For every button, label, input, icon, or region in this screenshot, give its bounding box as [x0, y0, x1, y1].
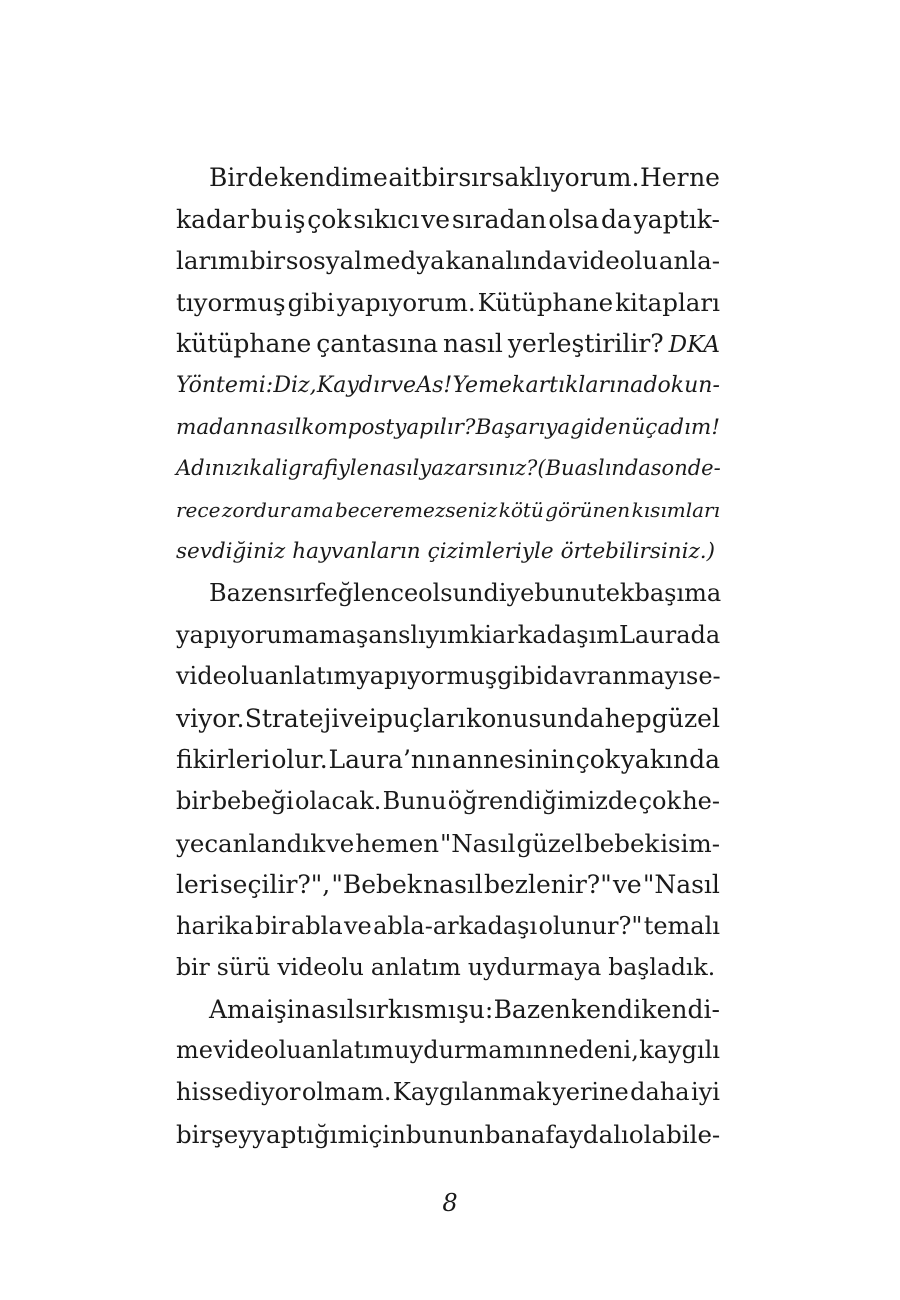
- text-line: Bazen sırf eğlence olsun diye bunu tek başıma: [209, 578, 722, 607]
- text-line: tıyormuş gibi yapıyorum. Kütüphane kitapları: [176, 287, 720, 317]
- text-line: leri seçilir?", "Bebek nasıl bezlenir?" ve "Nasıl: [176, 870, 720, 900]
- text-line: Bir de kendime ait bir sır saklıyorum. Her ne: [209, 163, 720, 192]
- text-line: fikirleri olur. Laura’nın annesinin çok yakında: [176, 745, 720, 775]
- text-line: kadar bu iş çok sıkıcı ve sıradan olsa da yaptık-: [176, 204, 720, 234]
- text-line: yecanlandık ve hemen "Nasıl güzel bebek isim-: [176, 828, 720, 858]
- text-line: larımı bir sosyal medya kanalında videolu anla-: [176, 246, 720, 276]
- text-line: viyor. Strateji ve ipuçları konusunda hep güzel: [176, 703, 720, 733]
- paragraph: [176, 157, 720, 573]
- text-line: sevdiğiniz hayvanların çizimleriyle örtebilirsiniz.): [176, 539, 716, 565]
- body-text: [176, 157, 720, 1155]
- text-line: bir bebeği olacak. Bunu öğrendiğimizde çok he-: [176, 786, 720, 815]
- text-line: bir şey yaptığım için bunun bana faydalı olabile-: [176, 1119, 721, 1149]
- text-line: yapıyorum ama şanslıyım ki arkadaşım Laura da: [176, 620, 721, 649]
- text-line: rece zordur ama beceremezseniz kötü görünen kısımları: [176, 497, 720, 522]
- paragraph: [176, 573, 720, 989]
- text-line: kütüphane çantasına nasıl yerleştirilir? DKA: [176, 329, 720, 359]
- paragraph: [176, 989, 720, 1155]
- text-line: Adınızı kaligrafiyle nasıl yazarsınız? (Bu aslında son de-: [176, 456, 721, 481]
- text-line: madan nasıl kompost yapılır? Başarıya giden üç adım!: [176, 414, 720, 440]
- text-line: videolu anlatım yapıyormuş gibi davranmayı se-: [176, 662, 721, 691]
- text-line: Yöntemi: Diz, Kaydır ve As! Yemek artıklarına dokun-: [176, 372, 720, 398]
- text-line: hissediyor olmam. Kaygılanmak yerine daha iyi: [176, 1078, 720, 1107]
- text-line: bir sürü videolu anlatım uydurmaya başladık.: [176, 953, 716, 982]
- page-number: 8: [442, 1189, 458, 1217]
- text-line: harika bir abla ve abla-arkadaşı olunur?" temalı: [176, 911, 720, 940]
- text-line: Ama işin asıl sır kısmı şu: Bazen kendi kendi-: [209, 994, 720, 1024]
- text-line: me videolu anlatım uydurmamın nedeni, kaygılı: [176, 1036, 720, 1065]
